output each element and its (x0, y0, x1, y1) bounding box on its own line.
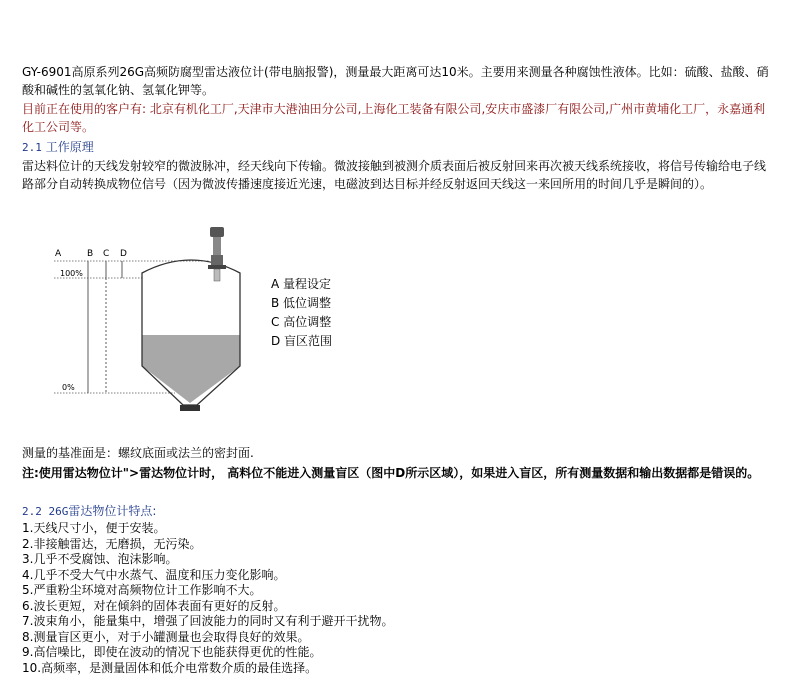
features-list (22, 521, 722, 676)
reference-note: 测量的基准面是：螺纹底面或法兰的密封面. (22, 446, 254, 460)
list-item: 2.非接触雷达，无磨损，无污染。 (22, 536, 202, 551)
marker-c: C (103, 249, 110, 259)
list-item: 7.波束角小，能量集中，增强了回波能力的同时又有利于避开干扰物。 (22, 614, 394, 628)
section-title: 工作原理 (45, 140, 94, 154)
list-item: 10.高频率，是测量固体和低介电常数介质的最佳选择。 (22, 660, 318, 675)
level-100-label: 100% (60, 269, 83, 278)
list-item: 4.几乎不受大气中水蒸气、温度和压力变化影响。 (22, 567, 286, 582)
section-heading-features (22, 502, 774, 521)
warning-note: 注:使用雷达物位计">雷达物位计时， 高料位不能进入测量盲区（图中D所示区域），如果进入盲区，所有测量数据和输出数据都是错误的。 (22, 466, 760, 480)
marker-b: B (87, 249, 94, 259)
legend-c: C 高位调整 (271, 315, 332, 329)
marker-d: D (120, 249, 127, 259)
legend-d: D 盲区范围 (271, 334, 333, 348)
list-item: 1.天线尺寸小，便于安装。 (22, 521, 166, 535)
legend-a: A 量程设定 (271, 277, 332, 291)
customers-paragraph: 目前正在使用的客户有: 北京有机化工厂,天津市大港油田分公司,上海化工装备有限公司,安庆市盛漆厂有限公司,广州市黄埔化工厂，永嘉通利化工公司等。 (22, 102, 766, 134)
list-item: 8.测量盲区更小，对于小罐测量也会取得良好的效果。 (22, 629, 310, 644)
radar-tank-diagram (50, 225, 390, 420)
list-item: 3.几乎不受腐蚀、泡沫影响。 (22, 552, 178, 566)
intro-paragraph: GY-6901高原系列26G高频防腐型雷达液位计(带电脑报警)，测量最大距离可达10米。主要用来测量各种腐蚀性液体。比如：硫酸、盐酸、硝酸和碱性的氢氧化钠、氢氧化钾等。 (22, 65, 769, 97)
radar-antenna (210, 227, 224, 237)
section-heading-principle (22, 138, 774, 157)
marker-a: A (55, 249, 62, 259)
diagram-legend (271, 275, 332, 351)
section2-number: 2.2 26G (22, 505, 69, 518)
section2-title: 雷达物位计特点: (68, 504, 157, 518)
list-item: 9.高信噪比，即使在波动的情况下也能获得更优的性能。 (22, 645, 322, 659)
level-0-label: 0% (62, 383, 75, 392)
list-item: 6.波长更短，对在倾斜的固体表面有更好的反射。 (22, 598, 286, 613)
principle-paragraph: 雷达料位计的天线发射较窄的微波脉冲，经天线向下传输。微波接触到被测介质表面后被反射回来再次被天线系统接收，将信号传输给电子线路部分自动转换成物位信号（因为微波传播速度接近光速，电磁波到达目标并经反射返回天线这一来回所用的时间几乎是瞬间的）。 (22, 159, 767, 191)
section-number: 2.1 (22, 141, 42, 154)
list-item: 5.严重粉尘环境对高频物位计工作影响不大。 (22, 583, 262, 597)
legend-b: B 低位调整 (271, 296, 332, 310)
